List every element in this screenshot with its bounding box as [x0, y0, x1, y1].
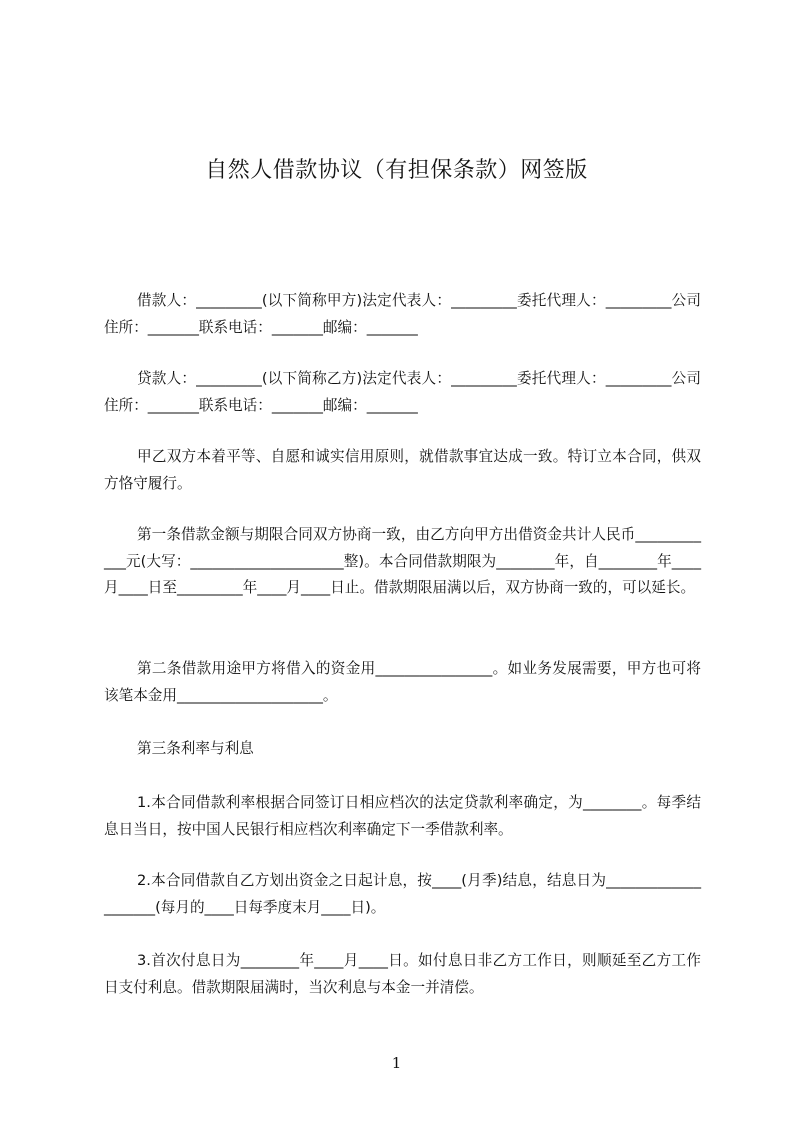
borrower-info-paragraph: 借款人：_________(以下简称甲方)法定代表人：_________委托代理人：_________公司住所：_______联系电话：_______邮编：_______	[104, 292, 701, 336]
article-1-paragraph: 第一条借款金额与期限合同双方协商一致，由乙方向甲方出借资金共计人民币____________元(大写：_____________________整)。本合同借款期限为________年，自________年____月____日至_________年____月____日止。借款期限届满以后，双方协商一致的，可以延长。	[104, 526, 701, 596]
article-3-heading: 第三条利率与利息	[137, 740, 254, 757]
preamble-paragraph: 甲乙双方本着平等、自愿和诚实信用原则，就借款事宜达成一致。特订立本合同，供双方恪守履行。	[104, 448, 701, 492]
page-number: 1	[391, 1054, 402, 1072]
article-2-paragraph: 第二条借款用途甲方将借入的资金用________________。如业务发展需要，甲方也可将该笔本金用____________________。	[104, 660, 701, 704]
article-3-clause-1: 1.本合同借款利率根据合同签订日相应档次的法定贷款利率确定，为________。每季结息日当日，按中国人民银行相应档次利率确定下一季借款利率。	[104, 794, 701, 838]
lender-info-paragraph: 贷款人：_________(以下简称乙方)法定代表人：_________委托代理人：_________公司住所：_______联系电话：_______邮编：_______	[104, 370, 701, 414]
document-title: 自然人借款协议（有担保条款）网签版	[205, 157, 588, 183]
article-3-clause-3: 3.首次付息日为________年____月____日。如付息日非乙方工作日，则顺延至乙方工作日支付利息。借款期限届满时，当次利息与本金一并清偿。	[104, 952, 701, 996]
article-3-clause-2: 2.本合同借款自乙方划出资金之日起计息，按____(月季)结息，结息日为____________________(每月的____日每季度末月____日)。	[104, 872, 701, 916]
